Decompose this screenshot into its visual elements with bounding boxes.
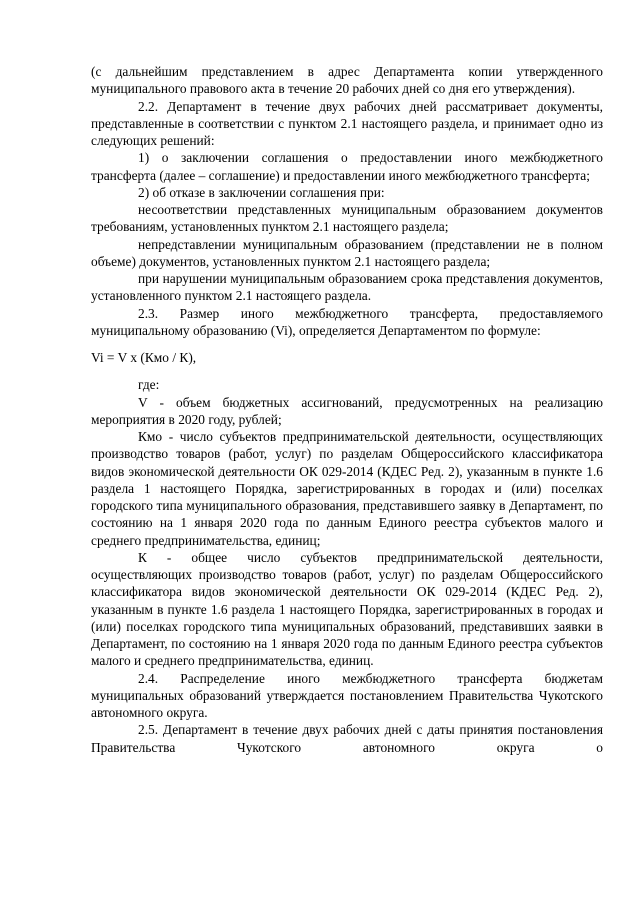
formula: Vi = V x (Кмо / К), (91, 350, 197, 365)
paragraph-refusal-reason-2: непредставлении муниципальным образованием (представлении не в полном объеме) документов, установленных пунктом 2.1 настоящего раздела; (91, 236, 603, 269)
paragraph-def-k: К - общее число субъектов предпринимательской деятельности, осуществляющих производство товаров (работ, услуг) по разделам Общероссийского классификатора видов экономической деятельности ОК 029-2014 (КДЕС Ред. 2), указанным в пункте 1.6 раздела 1 настоящего Порядка, зарегистрированных в городах и (или) поселках городского типа муниципальных образований, представивших заявки в Департамент, по состоянию на 1 января 2020 года по данным Единого реестра субъектов малого и среднего предпринимательства, единиц. (91, 549, 603, 669)
paragraph-option-1: 1) о заключении соглашения о предоставлении иного межбюджетного трансферта (далее – соглашение) и предоставлении иного межбюджетного трансферта; (91, 150, 603, 183)
paragraph-where: где: (138, 377, 160, 393)
paragraph-2-5: 2.5. Департамент в течение двух рабочих дней с даты принятия постановления Правительства Чукотского автономного округа о (91, 722, 603, 755)
paragraph-2-3: 2.3. Размер иного межбюджетного трансферта, предоставляемого муниципальному образованию (Vi), определяется Департаментом по формуле: (91, 305, 603, 338)
paragraph-refusal-reason-3: при нарушении муниципальным образованием срока представления документов, установленного пунктом 2.1 настоящего раздела. (91, 271, 603, 304)
paragraph-refusal-reason-1: несоответствии представленных муниципальным образованием документов требованиям, установленных пунктом 2.1 настоящего раздела; (91, 202, 603, 235)
paragraph-def-kmo: Кмо - число субъектов предпринимательской деятельности, осуществляющих производство товаров (работ, услуг) по разделам Общероссийского классификатора видов экономической деятельности ОК 029-2014 (КДЕС Ред. 2), указанным в пункте 1.6 раздела 1 настоящего Порядка, зарегистрированных в городах и (или) поселках городского типа муниципального образования, представившего заявку в Департамент, по состоянию на 1 января 2020 года по данным Единого реестра субъектов малого и среднего предпринимательства, единиц; (91, 429, 603, 548)
paragraph-continuation: (с дальнейшим представлением в адрес Департамента копии утвержденного муниципального правового акта в течение 20 рабочих дней со дня его утверждения). (91, 64, 603, 97)
paragraph-option-2: 2) об отказе в заключении соглашения при: (138, 184, 385, 200)
paragraph-2-2: 2.2. Департамент в течение двух рабочих дней рассматривает документы, представленные в соответствии с пунктом 2.1 настоящего раздела, и принимает одно из следующих решений: (91, 98, 603, 148)
paragraph-def-v: V - объем бюджетных ассигнований, предусмотренных на реализацию мероприятия в 2020 году, рублей; (91, 394, 603, 427)
document-page (91, 63, 603, 756)
paragraph-2-4: 2.4. Распределение иного межбюджетного трансферта бюджетам муниципальных образований утверждается постановлением Правительства Чукотского автономного округа. (91, 670, 603, 720)
